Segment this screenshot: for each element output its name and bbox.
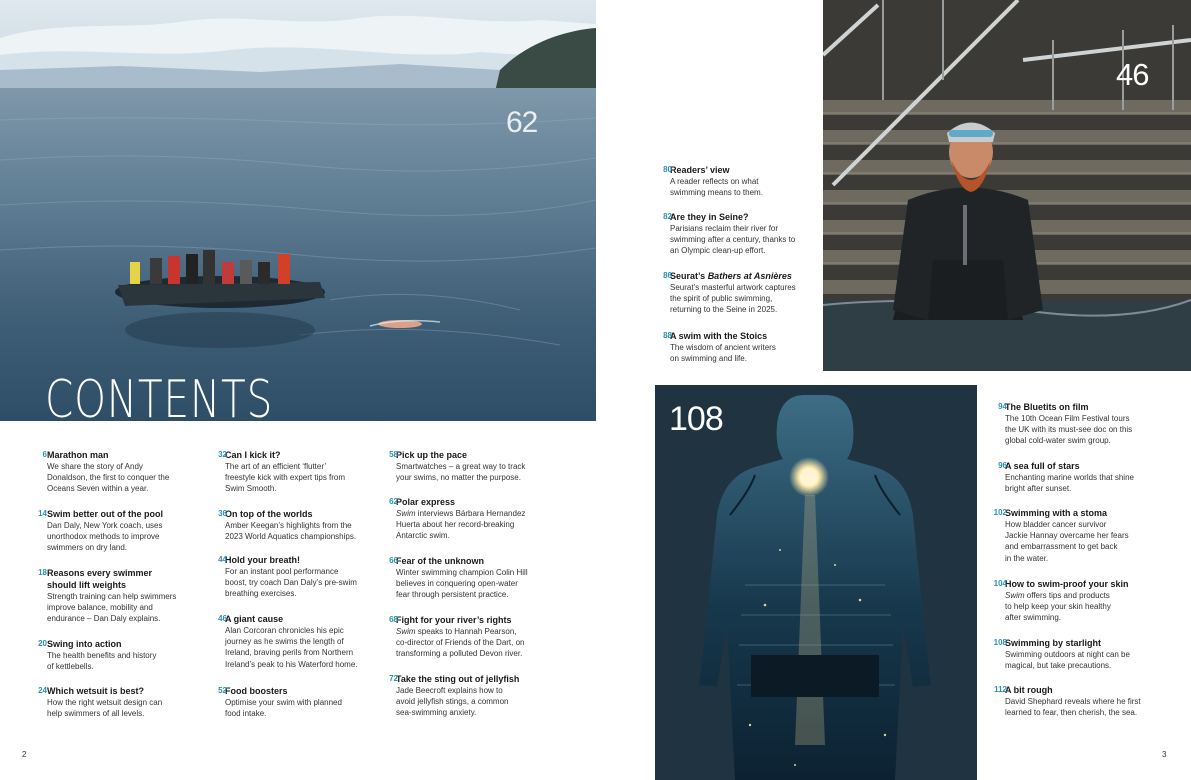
toc-heading: The Bluetits on film <box>1005 402 1089 412</box>
toc-description: David Shephard reveals where he first learned to fear, then cherish, the sea. <box>1005 697 1141 718</box>
toc-page-number: 66 <box>389 556 398 565</box>
toc-page-number: 102 <box>993 508 1007 517</box>
toc-entry[interactable] <box>207 685 382 719</box>
toc-entry[interactable] <box>652 270 817 316</box>
toc-entry[interactable] <box>652 164 817 198</box>
toc-heading: A sea full of stars <box>1005 461 1080 471</box>
toc-heading: Seurat’s Bathers at Asnières <box>670 271 792 281</box>
toc-entry[interactable] <box>207 449 382 495</box>
toc-page-number: 80 <box>663 165 672 174</box>
toc-page-number: 52 <box>218 686 227 695</box>
toc-description: Alan Corcoran chronicles his epic journey as he swims the length of Ireland, braving perils from Northern Ireland’s peak to his Waterford home. <box>225 626 358 669</box>
toc-page-number: 86 <box>663 271 672 280</box>
toc-description: We share the story of Andy Donaldson, the first to conquer the Oceans Seven within a year. <box>47 462 170 494</box>
toc-entry[interactable] <box>31 685 201 719</box>
toc-page-number: 88 <box>663 331 672 340</box>
toc-entry[interactable] <box>378 449 558 483</box>
toc-page-number: 6 <box>42 450 47 459</box>
folio-right: 3 <box>1162 750 1167 759</box>
toc-heading: On top of the worlds <box>225 509 313 519</box>
toc-page-number: 104 <box>993 579 1007 588</box>
toc-description: Winter swimming champion Colin Hill believes in conquering open-water fear through persistent practice. <box>396 568 528 600</box>
toc-heading: Readers’ view <box>670 165 730 175</box>
toc-heading: How to swim-proof your skin <box>1005 579 1129 589</box>
toc-description: How bladder cancer survivor Jackie Hannay overcame her fears and embarrassment to get back in the water. <box>1005 520 1129 563</box>
toc-heading: Fear of the unknown <box>396 556 485 566</box>
toc-entry[interactable] <box>987 578 1172 624</box>
toc-heading: Polar express <box>396 497 456 507</box>
page-title: CONTENTS <box>45 370 274 430</box>
toc-entry[interactable] <box>652 211 817 257</box>
toc-heading: Food boosters <box>225 686 288 696</box>
toc-heading: A bit rough <box>1005 685 1053 695</box>
toc-description: Smartwatches – a great way to track your swims, no matter the purpose. <box>396 462 526 483</box>
toc-entry[interactable] <box>987 460 1172 494</box>
toc-description: How the right wetsuit design can help swimmers of all levels. <box>47 698 163 719</box>
toc-entry[interactable] <box>378 614 558 660</box>
toc-entry[interactable] <box>31 638 201 672</box>
toc-description: The 10th Ocean Film Festival tours the UK with its must-see doc on this global cold-water swim group. <box>1005 414 1133 446</box>
toc-page-number: 20 <box>38 639 47 648</box>
night-swimmer-illustration <box>655 385 977 780</box>
toc-page-number: 96 <box>998 461 1007 470</box>
toc-description: Dan Daly, New York coach, uses unorthodox methods to improve swimmers on dry land. <box>47 521 163 553</box>
toc-page-number: 112 <box>994 685 1007 694</box>
toc-heading: Can I kick it? <box>225 450 281 460</box>
toc-entry[interactable] <box>987 507 1172 564</box>
toc-heading: Marathon man <box>47 450 109 460</box>
toc-heading: Fight for your river’s rights <box>396 615 512 625</box>
toc-heading: A giant cause <box>225 614 284 624</box>
toc-page-number: 18 <box>38 568 47 577</box>
toc-page-number: 72 <box>389 674 398 683</box>
toc-entry[interactable] <box>31 449 201 495</box>
toc-entry[interactable] <box>207 508 382 542</box>
toc-description: Jade Beecroft explains how to avoid jellyfish stings, a common sea-swimming anxiety. <box>396 686 509 718</box>
toc-heading: Pick up the pace <box>396 450 468 460</box>
toc-page-number: 108 <box>993 638 1007 647</box>
toc-description: Amber Keegan’s highlights from the 2023 World Aquatics championships. <box>225 521 357 542</box>
toc-page-number: 58 <box>389 450 398 459</box>
toc-heading: Swim better out of the pool <box>47 509 163 519</box>
toc-heading: Reasons every swimmer should lift weights <box>47 568 153 590</box>
toc-heading: Swing into action <box>47 639 122 649</box>
toc-entry[interactable] <box>207 613 382 670</box>
toc-page-number: 14 <box>38 509 47 518</box>
hero-page-number: 62 <box>506 106 538 139</box>
toc-entry[interactable] <box>378 555 558 601</box>
toc-entry[interactable] <box>378 496 558 542</box>
toc-heading: Swimming with a stoma <box>1005 508 1108 518</box>
toc-page-number: 36 <box>218 509 227 518</box>
toc-description: Seurat’s masterful artwork captures the spirit of public swimming, returning to the Seine in 2025. <box>670 283 796 315</box>
toc-entry[interactable] <box>31 567 201 625</box>
toc-page-number: 62 <box>389 497 398 506</box>
hero-photo-antarctic <box>0 0 596 421</box>
toc-description: Optimise your swim with planned food intake. <box>225 698 342 719</box>
toc-entry[interactable] <box>31 508 201 554</box>
toc-entry[interactable] <box>207 554 382 600</box>
toc-description: Parisians reclaim their river for swimming after a century, thanks to an Olympic clean-up effort. <box>670 224 796 256</box>
toc-description: For an instant pool performance boost, try coach Dan Daly’s pre-swim breathing exercises. <box>225 567 357 599</box>
toc-page-number: 94 <box>998 402 1007 411</box>
toc-page-number: 68 <box>389 615 398 624</box>
toc-description: The wisdom of ancient writers on swimming and life. <box>670 343 776 364</box>
swimmer-photo <box>823 0 1191 371</box>
toc-description: Swim speaks to Hannah Pearson, co-director of Friends of the Dart, on transforming a polluted Devon river. <box>396 627 525 659</box>
toc-heading: A swim with the Stoics <box>670 331 768 341</box>
toc-page-number: 24 <box>38 686 47 695</box>
toc-page-number: 46 <box>218 614 227 623</box>
toc-description: The health benefits and history of kettlebells. <box>47 651 157 672</box>
folio-left: 2 <box>22 750 27 759</box>
toc-entry[interactable] <box>987 684 1172 718</box>
toc-page-number: 82 <box>663 212 672 221</box>
toc-entry[interactable] <box>378 673 558 719</box>
toc-description: Enchanting marine worlds that shine bright after sunset. <box>1005 473 1134 494</box>
toc-description: Swim interviews Bárbara Hernandez Huerta about her record-breaking Antarctic swim. <box>396 509 526 541</box>
toc-entry[interactable] <box>987 637 1172 671</box>
toc-description: Strength training can help swimmers improve balance, mobility and endurance – Dan Daly explains. <box>47 592 177 624</box>
toc-entry[interactable] <box>987 401 1172 447</box>
toc-description: Swim offers tips and products to help keep your skin healthy after swimming. <box>1005 591 1111 623</box>
art-page-number: 108 <box>669 400 723 438</box>
toc-heading: Which wetsuit is best? <box>47 686 145 696</box>
toc-heading: Are they in Seine? <box>670 212 749 222</box>
toc-page-number: 44 <box>218 555 227 564</box>
toc-page-number: 32 <box>218 450 227 459</box>
toc-description: A reader reflects on what swimming means to them. <box>670 177 763 198</box>
toc-entry[interactable] <box>652 330 817 364</box>
toc-description: Swimming outdoors at night can be magical, but take precautions. <box>1005 650 1130 671</box>
swimmer-page-number: 46 <box>1116 57 1149 92</box>
toc-description: The art of an efficient ‘flutter’ freestyle kick with expert tips from Swim Smooth. <box>225 462 346 494</box>
toc-heading: Swimming by starlight <box>1005 638 1102 648</box>
toc-heading: Take the sting out of jellyfish <box>396 674 520 684</box>
toc-heading: Hold your breath! <box>225 555 301 565</box>
